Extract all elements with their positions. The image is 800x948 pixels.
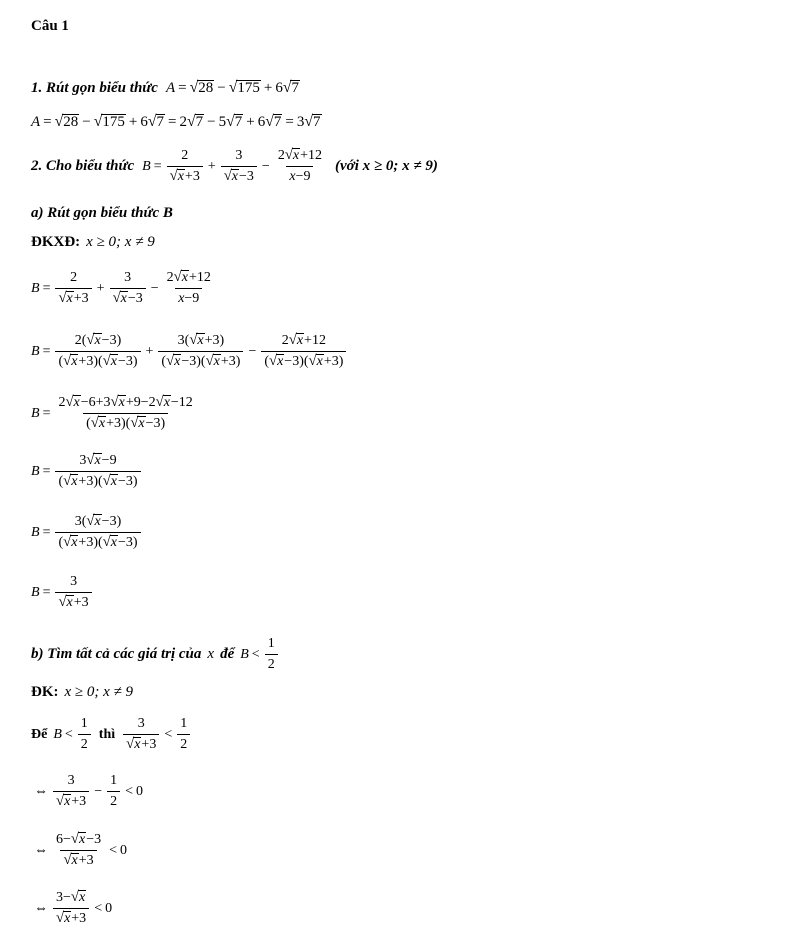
part2-label: 2. Cho biểu thức xyxy=(31,158,135,174)
de-label: Để xyxy=(31,726,48,742)
part1-expression: A = √ 28 − √ 175 + 6 √ 7 xyxy=(165,79,299,96)
step-5: B = 3( √ x −3) ( √ x +3)( √ x −3) xyxy=(31,514,143,551)
thi-label: thì xyxy=(98,726,116,742)
part-a-title xyxy=(31,205,173,222)
dkxd-line xyxy=(31,234,155,251)
step-2: B = 2( √ x −3) ( √ x +3)( √ x −3) + 3( √ x +3) ( √ x −3)( √ x +3) − 2 √ x +12 ( √ x −3)( √ x +3) xyxy=(31,333,348,370)
step-1: B = 2 √ x +3 + 3 √ x −3 − 2 √ x +12 x−9 xyxy=(31,269,211,306)
part1-solution: A = √ 28 − √ 175 + 6 √ 7 = 2 √ 7 − 5 √ 7 + 6 √ 7 = 3 √ 7 xyxy=(31,113,321,131)
part2-expression: B = 2 √ x +3 + 3 √ x −3 − 2 √ x +12 x−9 xyxy=(142,147,323,184)
question-heading xyxy=(31,18,69,35)
condition-step: Để B < $\frac{1}{2}$ thì 3 √ x +3 < $\frac{1}{2}$ xyxy=(31,716,192,753)
part-a-label: a) Rút gọn biểu thức B xyxy=(31,205,173,221)
part1-label: 1. Rút gọn biểu thức xyxy=(31,80,158,96)
dk-label: ĐK: xyxy=(31,684,59,700)
part-b-inequality: B < $\frac{1}{2}$ xyxy=(240,636,279,673)
heading-text: Câu 1 xyxy=(31,18,69,34)
equiv-step-1: ⇔ 3 √ x +3 − $\frac{1}{2}$ < 0 xyxy=(34,773,143,809)
part-b-title: b) Tìm tất cả các giá trị của x để B < $\frac{1}{2}$ xyxy=(31,636,280,673)
step-3: B = 2 √ x −6+3 √ x +9−2 √ x −12 ( √ x +3)( √ x −3) xyxy=(31,394,193,431)
part1-title xyxy=(31,80,300,97)
dkxd-label: ĐKXĐ: xyxy=(31,234,81,250)
dk-line xyxy=(31,684,133,701)
equiv-step-3: ⇔ 3− √ x √ x +3 < 0 xyxy=(34,889,113,926)
equiv-step-2: ⇔ 6− √ x −3 √ x +3 < 0 xyxy=(34,831,127,868)
dk-value: x ≥ 0; x ≠ 9 xyxy=(64,684,134,700)
dkxd-value: x ≥ 0; x ≠ 9 xyxy=(86,234,155,250)
part2-condition: (với x ≥ 0; x ≠ 9) xyxy=(335,158,438,174)
part-b-label: b) Tìm tất cả các giá trị của xyxy=(31,646,202,662)
step-4: B = 3 √ x −9 ( √ x +3)( √ x −3) xyxy=(31,453,143,490)
step-6: B = 3 √ x +3 xyxy=(31,574,94,611)
part2-title xyxy=(31,148,438,185)
